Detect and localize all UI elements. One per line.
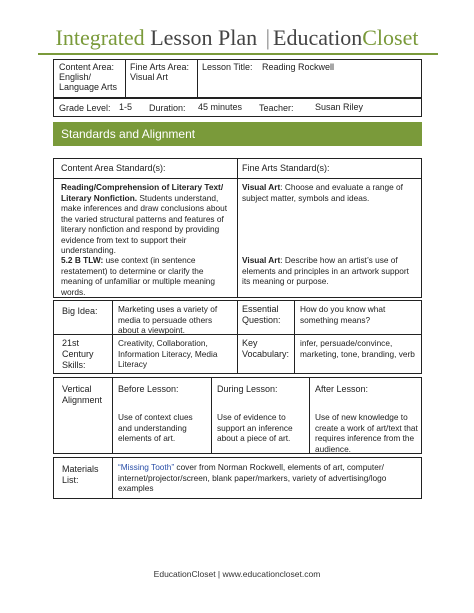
after-lesson-value: Use of new knowledge to create a work of art/text that requires inference from the audience. <box>315 412 418 454</box>
century-skills-label-1: 21st <box>62 338 80 348</box>
before-lesson-label: Before Lesson: <box>118 384 179 394</box>
duration-label: Duration: <box>149 103 186 113</box>
title-separator: | <box>265 25 271 50</box>
big-idea-value: Marketing uses a variety of media to persuade others about a viewpoint. <box>118 304 218 335</box>
title-education: Education <box>273 25 363 50</box>
divider <box>309 377 310 454</box>
grade-level-label: Grade Level: <box>59 103 111 113</box>
content-area-value-1: English/ <box>59 72 92 82</box>
during-lesson-label: During Lesson: <box>217 384 278 394</box>
vertical-alignment-label-2: Alignment <box>62 395 103 405</box>
essential-question-label-1: Essential <box>242 304 279 314</box>
fine-arts-standard-1-bold: Visual Art <box>242 182 281 192</box>
fine-arts-standard-1-text: : Choose and evaluate a range of subject matter, symbols and ideas. <box>242 182 403 203</box>
lesson-title-label: Lesson Title: <box>202 62 253 72</box>
essential-question-label-2: Question: <box>242 315 281 325</box>
century-skills-value: Creativity, Collaboration, Information Literacy, Media Literacy <box>118 338 218 369</box>
content-standard-1-text: Students understand, make inferences and draw conclusions about the varied structural patterns and features of literary nonfiction and respond by providing evidence from text to support their understanding. <box>61 192 228 255</box>
key-vocabulary-label-2: Vocabulary: <box>242 349 290 359</box>
content-standards-heading: Content Area Standard(s): <box>61 163 166 173</box>
teacher-value: Susan Riley <box>315 102 364 112</box>
during-lesson-value: Use of evidence to support an inference about a piece of art. <box>217 412 293 443</box>
divider <box>294 300 295 374</box>
teacher-label: Teacher: <box>259 103 294 113</box>
footer: EducationCloset | www.educationcloset.com <box>153 569 321 579</box>
fine-arts-standard-2-bold: Visual Art <box>242 255 281 265</box>
fine-arts-label: Fine Arts Area: <box>130 62 190 72</box>
content-standard-1-bold: Reading/Comprehension of Literary Text/ Literary Nonfiction. <box>61 182 224 203</box>
divider <box>211 377 212 454</box>
divider <box>237 300 238 374</box>
vertical-alignment-label-1: Vertical <box>62 384 92 394</box>
content-area-value-2: Language Arts <box>59 82 118 92</box>
title-rule <box>38 53 438 55</box>
divider <box>237 158 238 298</box>
century-skills-label-2: Century <box>62 349 94 359</box>
key-vocabulary-label-1: Key <box>242 338 258 348</box>
title-integrated: Integrated <box>55 25 145 50</box>
divider <box>112 377 113 454</box>
materials-label-1: Materials <box>62 464 99 474</box>
key-vocabulary-value: infer, persuade/convince, marketing, tone, branding, verb <box>300 338 415 359</box>
title-lesson-plan: Lesson Plan <box>150 25 258 50</box>
missing-tooth-link[interactable]: “Missing Tooth” <box>118 462 175 472</box>
content-standard-1 <box>61 182 233 256</box>
essential-question-value: How do you know what something means? <box>300 304 386 325</box>
century-skills-label-3: Skills: <box>62 360 86 370</box>
materials-text: cover from Norman Rockwell, elements of art, computer/ internet/projector/screen, blank paper/markers, variety of advertising/logo examples <box>118 462 387 493</box>
duration-value: 45 minutes <box>198 102 243 112</box>
content-standard-2 <box>61 255 233 297</box>
materials-list <box>118 462 416 494</box>
fine-arts-value: Visual Art <box>130 72 168 82</box>
grade-level-value: 1-5 <box>119 102 133 112</box>
page-title <box>0 25 474 51</box>
divider <box>112 457 113 499</box>
standards-heading: Standards and Alignment <box>53 122 422 146</box>
fine-arts-standard-2 <box>242 255 418 287</box>
divider <box>197 59 198 98</box>
fine-arts-standards-heading: Fine Arts Standard(s): <box>242 163 330 173</box>
title-closet: Closet <box>362 25 419 50</box>
content-standard-2-text: use context (in sentence restatement) to determine or clarify the meaning of unfamiliar or multiple meaning words. <box>61 255 216 297</box>
materials-label-2: List: <box>62 475 79 485</box>
divider <box>125 59 126 98</box>
content-standard-2-bold: 5.2 B TLW: <box>61 255 104 265</box>
divider <box>53 178 422 179</box>
divider <box>112 300 113 374</box>
before-lesson-value: Use of context clues and understanding elements of art. <box>118 412 193 443</box>
after-lesson-label: After Lesson: <box>315 384 369 394</box>
fine-arts-standard-2-text: : Describe how an artist’s use of elements and principles in an artwork support its meaning or purpose. <box>242 255 409 286</box>
content-area-label: Content Area: <box>59 62 115 72</box>
fine-arts-standard-1 <box>242 182 418 203</box>
lesson-title-value: Reading Rockwell <box>262 62 335 72</box>
big-idea-label: Big Idea: <box>62 306 98 316</box>
